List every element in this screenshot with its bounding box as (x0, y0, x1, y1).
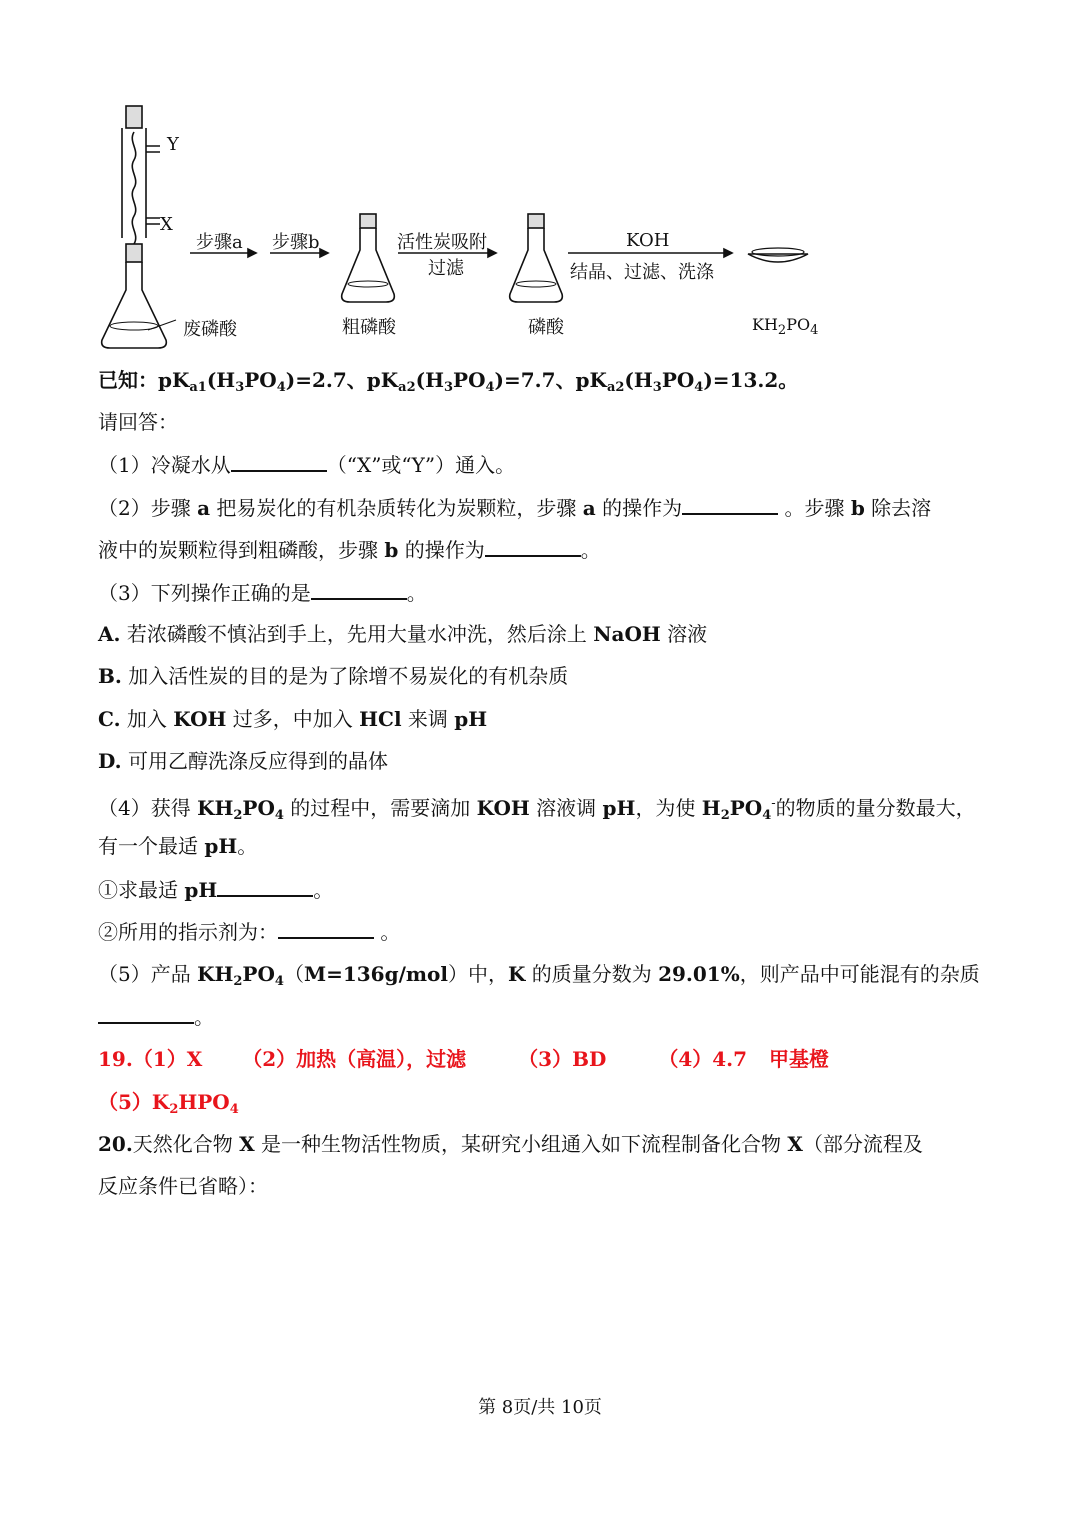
evaporating-dish (748, 254, 808, 262)
waste-flask (102, 262, 167, 348)
port-y (146, 146, 160, 152)
option-c: C. 加入 KOH 过多，中加入 HCl 来调 pH (98, 707, 488, 731)
known-constants: 已知：$pK_{a1}(H_3PO_4)=2.7$、$pK_{a2}(H_3PO_4)=7.7$、$pK_{a2}(H_3PO_4)=13.2$。 (98, 368, 799, 395)
option-b: B. 加入活性炭的目的是为了除增不易炭化的有机杂质 (98, 664, 569, 688)
label-acid: 磷酸 (528, 317, 564, 338)
question-4-line-1: （4）获得 $KH_2PO_4$ 的过程中，需要滴加 KOH 溶液调 pH，为使 $H_2PO_4^-$的物质的量分数最大， (98, 796, 976, 823)
answer-blank[interactable] (682, 493, 778, 515)
label-koh: KOH (626, 230, 670, 251)
condenser-coil (132, 132, 135, 244)
label-adsorb: 活性炭吸附 (397, 232, 487, 253)
page-footer: 第 8页/共 10页 (478, 1397, 602, 1418)
acid-flask (510, 228, 563, 302)
question-5-line-1: （5）产品 $KH_2PO_4(M=136g/mol)$中，K 的质量分数为 29.01%，则产品中可能混有的杂质 (98, 962, 980, 989)
answer-line-2: $(5)K_2HPO_4$ (98, 1090, 239, 1117)
question-4-sub-2: ②所用的指示剂为： 。 (98, 917, 400, 946)
crude-flask-stopper (360, 214, 376, 228)
question-20-line-2: 反应条件已省略）： (98, 1174, 268, 1198)
port-x (146, 218, 160, 224)
question-2-line-1: （2）步骤 a 把易炭化的有机杂质转化为炭颗粒，步骤 a 的操作为 。步骤 b 除去溶 (98, 493, 931, 522)
acid-flask-stopper (528, 214, 544, 228)
label-port-x: X (160, 214, 173, 235)
answer-line-1: 19.（1）X （2）加热（高温），过滤 （3）BD （4）4.7 甲基橙 (98, 1047, 830, 1071)
apparatus-figure (0, 0, 1080, 360)
label-crude-acid: 粗磷酸 (342, 317, 396, 338)
intro-text: 请回答： (98, 410, 178, 434)
option-a: A. 若浓磷酸不慎沾到手上，先用大量水冲洗，然后涂上 NaOH 溶液 (98, 622, 708, 646)
answer-blank[interactable] (231, 450, 327, 472)
question-5-line-2: 。 (98, 1002, 214, 1031)
label-product: $KH_2PO_4$ (752, 315, 819, 338)
condenser-stopper (126, 106, 142, 128)
answer-blank[interactable] (311, 578, 407, 600)
answer-blank[interactable] (485, 535, 581, 557)
label-port-y: Y (167, 134, 179, 155)
label-step-b: 步骤b (272, 232, 320, 253)
question-4-sub-1: ①求最适 pH 。 (98, 875, 333, 904)
question-1: （1）冷凝水从 （“X”或“Y”）通入。 (98, 450, 515, 479)
crude-flask (342, 228, 395, 302)
question-2-line-2: 液中的炭颗粒得到粗磷酸，步骤 b 的操作为 。 (98, 535, 601, 564)
flask-stopper (126, 244, 142, 262)
answer-blank[interactable] (98, 1002, 194, 1024)
question-4-line-2: 有一个最适 pH。 (98, 834, 258, 858)
question-20-line-1: 20.天然化合物 X 是一种生物活性物质，某研究小组通入如下流程制备化合物 X（部分流程及 (98, 1132, 923, 1156)
option-d: D. 可用乙醇洗涤反应得到的晶体 (98, 749, 388, 773)
label-filter: 过滤 (428, 258, 464, 279)
label-step-a: 步骤a (196, 232, 243, 253)
label-crystal: 结晶、过滤、洗涤 (570, 262, 714, 283)
answer-blank[interactable] (217, 875, 313, 897)
question-3: （3）下列操作正确的是 。 (98, 578, 427, 607)
answer-blank[interactable] (278, 917, 374, 939)
label-waste-acid: 废磷酸 (183, 319, 237, 340)
